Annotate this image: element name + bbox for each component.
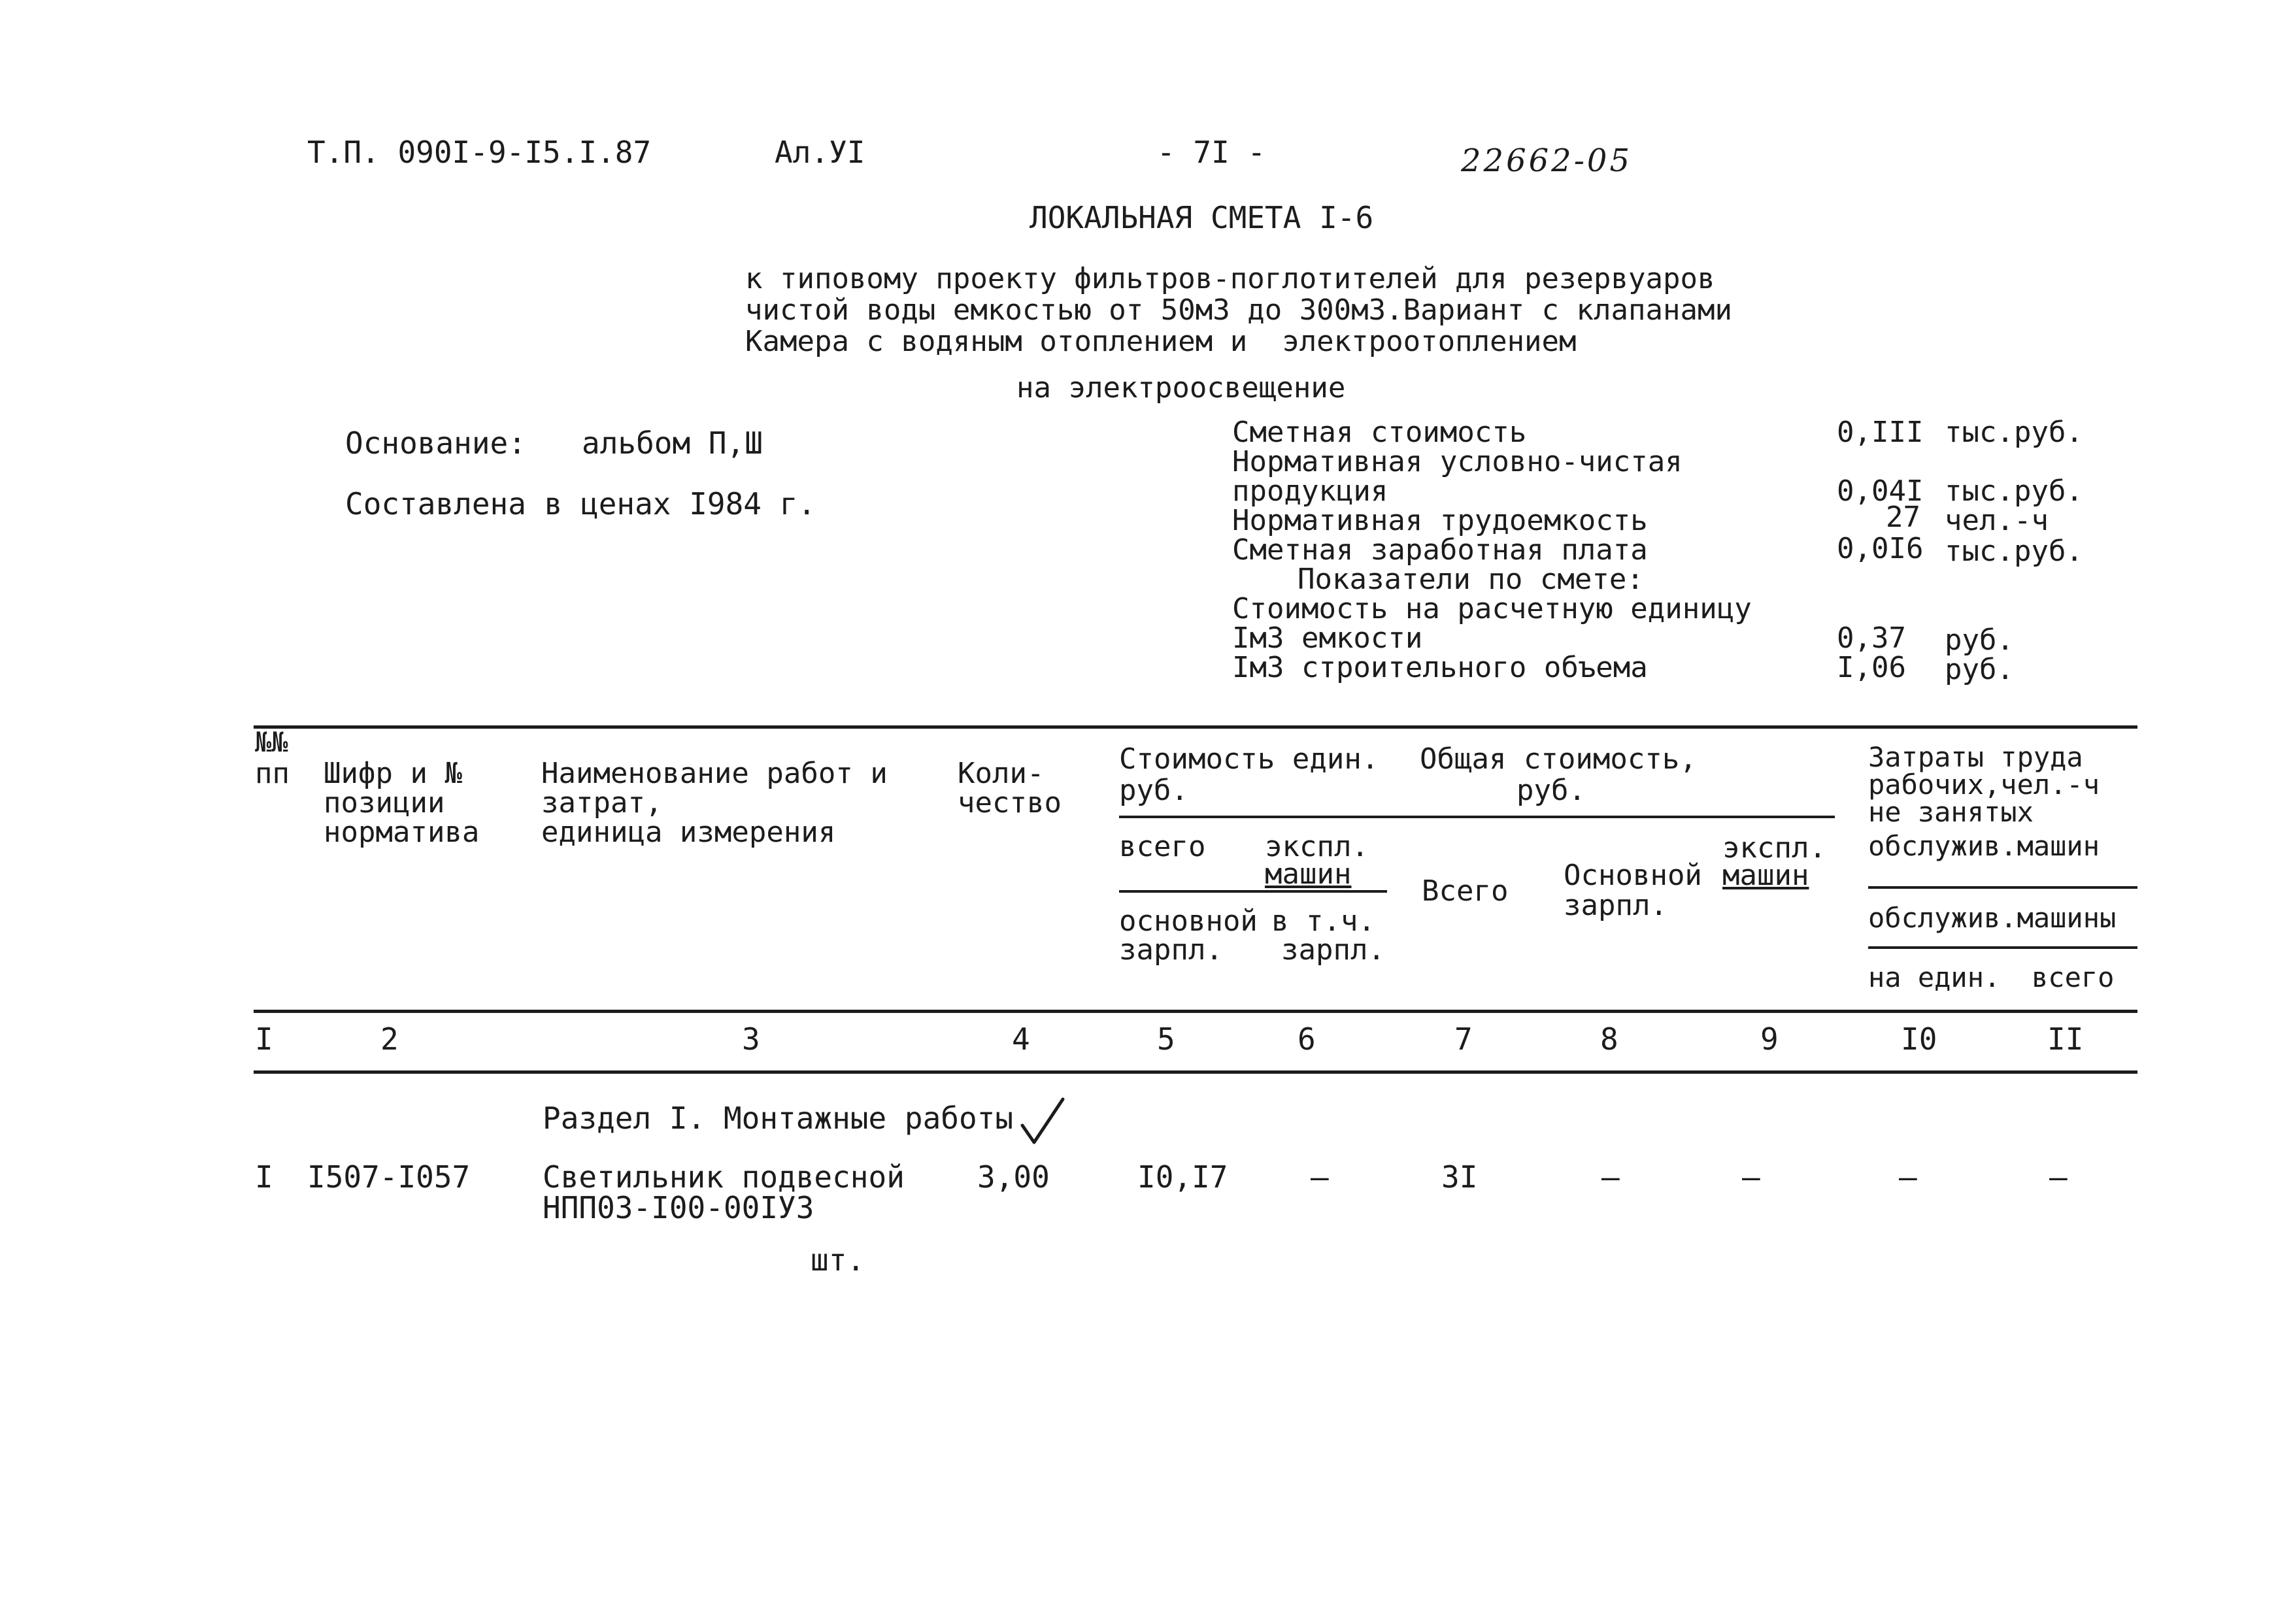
subtitle-line-3: Камера с водяным отоплением и электроотоплением: [745, 325, 1577, 358]
col-number-10: I0: [1901, 1021, 1937, 1057]
header-code-1: Шифр и №: [324, 757, 462, 790]
header-code-2: позиции: [324, 786, 445, 820]
subtitle-line-2: чистой воды емкостью от 50м3 до 300м3.Вариант с клапанами: [745, 293, 1732, 327]
header-col5-bot-2: зарпл.: [1119, 933, 1223, 967]
volume-label: Iм3 строительного объема: [1232, 651, 1648, 684]
header-unit-cost-2: руб.: [1119, 774, 1188, 807]
col-number-5: 5: [1157, 1021, 1175, 1057]
labor-underline-1: [1868, 886, 2137, 889]
section-title: Раздел I. Монтажные работы: [543, 1101, 1014, 1136]
column-numbers-bottom-border: [254, 1070, 2137, 1074]
labor-intensity-value: 27: [1886, 501, 1920, 534]
indicators-label: Показатели по смете:: [1298, 563, 1644, 596]
row-1-name-1: Светильник подвесной: [543, 1159, 905, 1195]
header-col11: всего: [2032, 961, 2115, 993]
document-number: 22662-05: [1461, 142, 1632, 179]
header-pp: пп: [255, 757, 290, 790]
estimated-cost-label: Сметная стоимость: [1232, 416, 1527, 449]
header-total-cost-1: Общая стоимость,: [1420, 742, 1697, 776]
header-col8-1: Основной: [1564, 859, 1702, 892]
net-production-label-1: Нормативная условно-чистая: [1232, 445, 1683, 478]
row-1-labor-unit: –: [1899, 1159, 1917, 1195]
cost-group-underline: [1119, 816, 1835, 818]
estimated-cost-unit: тыс.руб.: [1945, 416, 2083, 449]
header-qty-2: чество: [958, 786, 1062, 820]
table-top-border: [254, 725, 2137, 729]
col-number-6: 6: [1298, 1021, 1316, 1057]
header-col6-top-1: экспл.: [1265, 830, 1369, 863]
labor-intensity-unit: чел.-ч: [1945, 504, 2049, 537]
row-1-code: I507-I057: [307, 1159, 471, 1195]
header-col10: на един.: [1868, 961, 2001, 993]
header-col5-top: всего: [1119, 830, 1206, 863]
row-1-unit-total: I0,I7: [1137, 1159, 1228, 1195]
col-number-7: 7: [1454, 1021, 1473, 1057]
labor-underline-2: [1868, 946, 2137, 949]
header-col6-bot-2: зарпл.: [1281, 933, 1385, 967]
col-number-9: 9: [1760, 1021, 1779, 1057]
row-1-labor-total: –: [2049, 1159, 2068, 1195]
estimate-title: ЛОКАЛЬНАЯ СМЕТА I-6: [1030, 200, 1374, 235]
row-1-total: 3I: [1441, 1159, 1478, 1195]
header-labor-5: обслужив.машины: [1868, 902, 2117, 934]
col-number-1: I: [255, 1021, 273, 1057]
estimated-cost-value: 0,III: [1837, 416, 1924, 449]
column-numbers-top-border: [254, 1010, 2137, 1013]
header-labor-1: Затраты труда: [1868, 741, 2083, 773]
header-col6-bot-1: в т.ч.: [1271, 904, 1375, 938]
header-number-sign: №№: [255, 726, 288, 758]
header-labor-3: не занятых: [1868, 796, 2034, 828]
header-name-1: Наименование работ и: [541, 757, 888, 790]
checkmark-icon: [1020, 1097, 1065, 1149]
header-qty-1: Коли-: [958, 757, 1045, 790]
labor-intensity-label: Нормативная трудоемкость: [1232, 504, 1648, 537]
header-col7: Всего: [1422, 874, 1509, 908]
row-1-unit: шт.: [811, 1242, 865, 1278]
capacity-label: Iм3 емкости: [1232, 621, 1423, 655]
net-production-unit: тыс.руб.: [1945, 474, 2083, 508]
basis-value: альбом П,Ш: [582, 425, 763, 461]
col-number-2: 2: [380, 1021, 399, 1057]
col-number-8: 8: [1600, 1021, 1618, 1057]
header-col8-2: зарпл.: [1564, 889, 1667, 922]
header-unit-cost-1: Стоимость един.: [1119, 742, 1379, 776]
col-number-4: 4: [1012, 1021, 1030, 1057]
unit-cost-sub-underline: [1119, 890, 1387, 893]
col-number-11: II: [2047, 1021, 2084, 1057]
capacity-value: 0,37: [1837, 621, 1906, 655]
row-1-unit-machines: –: [1311, 1159, 1329, 1195]
net-production-label-2: продукция: [1232, 474, 1388, 508]
volume-value: I,06: [1837, 651, 1906, 684]
header-total-cost-2: руб.: [1516, 774, 1586, 807]
header-col5-bot-1: основной: [1119, 904, 1258, 938]
header-name-2: затрат,: [541, 786, 663, 820]
row-1-number: I: [255, 1159, 273, 1195]
tp-code: Т.П. 090I-9-I5.I.87: [307, 135, 652, 170]
header-col6-top-2: машин: [1265, 857, 1352, 891]
unit-cost-label: Стоимость на расчетную единицу: [1232, 592, 1752, 625]
wage-value: 0,0I6: [1837, 532, 1924, 565]
header-col9-2: машин: [1722, 859, 1809, 892]
header-code-3: норматива: [324, 816, 480, 849]
row-1-total-machines: –: [1742, 1159, 1760, 1195]
row-1-total-wage: –: [1601, 1159, 1620, 1195]
page-number: - 7I -: [1157, 135, 1266, 170]
album-label: Ал.УI: [775, 135, 865, 170]
subtitle-line-1: к типовому проекту фильтров-поглотителей для резервуаров: [745, 262, 1715, 295]
header-labor-4: обслужив.машин: [1868, 830, 2100, 862]
volume-unit: руб.: [1945, 653, 2014, 686]
header-col9-1: экспл.: [1722, 831, 1826, 865]
net-production-value: 0,04I: [1837, 474, 1924, 508]
header-name-3: единица измерения: [541, 816, 836, 849]
header-labor-2: рабочих,чел.-ч: [1868, 769, 2100, 801]
row-1-name-2: НПП03-I00-00IУ3: [543, 1190, 814, 1225]
wage-label: Сметная заработная плата: [1232, 533, 1648, 567]
capacity-unit: руб.: [1945, 623, 2014, 657]
prices-note: Составлена в ценах I984 г.: [345, 486, 816, 522]
subtitle-line-4: на электроосвещение: [1016, 371, 1346, 405]
wage-unit: тыс.руб.: [1945, 535, 2083, 568]
row-1-quantity: 3,00: [977, 1159, 1050, 1195]
basis-label: Основание:: [345, 425, 526, 461]
col-number-3: 3: [742, 1021, 760, 1057]
